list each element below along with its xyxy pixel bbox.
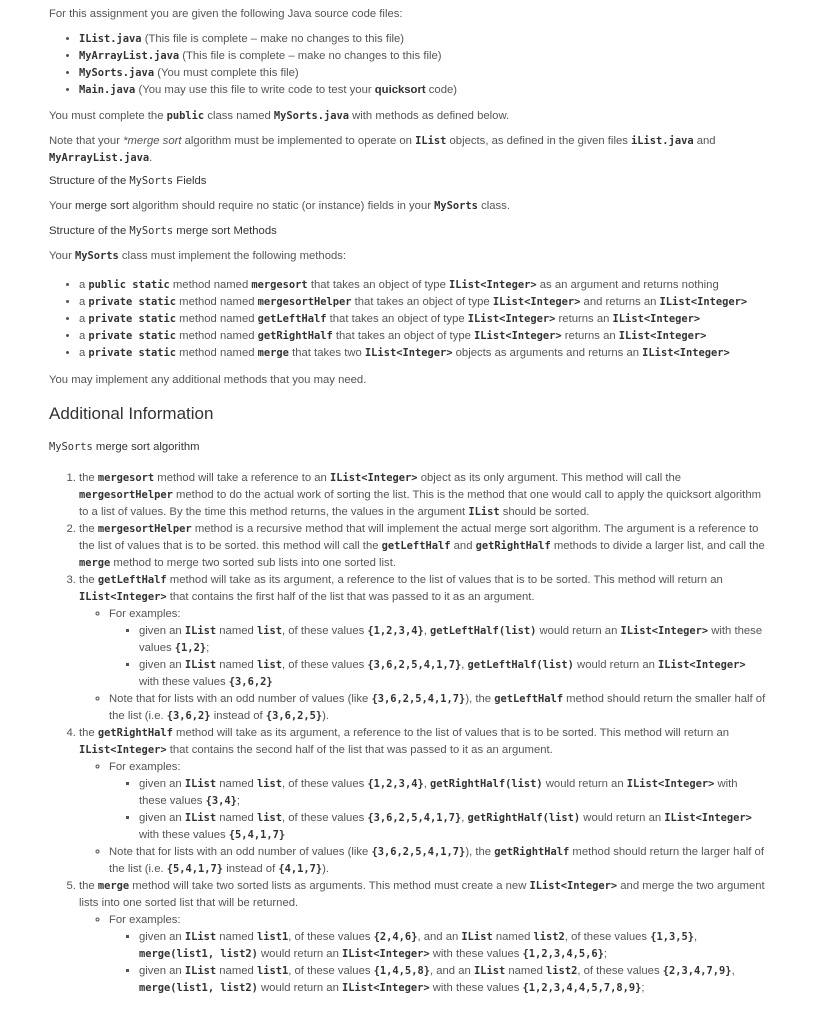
- fields-text: Your merge sort algorithm should require no static (or instance) fields in your MySorts class.: [49, 200, 510, 212]
- example-item: ▪ given an IList named list, of these values {3,6,2,5,4,1,7}, getLeftHalf(list) would return an IList<Integer> with these values {3,6,2}: [139, 657, 768, 691]
- fields-heading: Structure of the MySorts Fields: [49, 175, 207, 187]
- method-item: • a private static method named merge that takes two IList<Integer> objects as arguments and returns an IList<Integer>: [79, 345, 768, 362]
- examples-label: ◦ For examples: ▪ given an IList named list, of these values {1,2,3,4}, getLeftHalf(list) would return an IList<Integer> with these values {1,2}; ▪ given an IList named list, of these values {3,6,2,5,4,1,7}, getLeftHalf(list) would return an IList<Integer> with these values {3,6,2}: [109, 606, 768, 691]
- file-list: [49, 31, 768, 99]
- additional-methods-text: You may implement any additional methods that you may need.: [49, 374, 367, 386]
- step-item: 5. the merge method will take two sorted lists as arguments. This method must create a new IList<Integer> and merge the two argument lists into one sorted list that will be returned. ◦ For examples: ▪ given an IList named list1, of these values {2,4,6}, and an IList named list2, of these values {1,3,5}, merge(list1, list2) would return an IList<Integer> with these values {1,2,3,4,5,6}; ▪ given an IList named list1, of these values {1,4,5,8}, and an IList named list2, of these values {2,3,4,7,9}, merge(list1, list2) would return an IList<Integer> with these values {1,2,3,4,4,5,7,8,9};: [79, 878, 768, 997]
- method-item: • a private static method named getRightHalf that takes an object of type IList<Integer> returns an IList<Integer>: [79, 328, 768, 345]
- note-item: ◦ Note that for lists with an odd number of values (like {3,6,2,5,4,1,7}), the getLeftHalf method should return the smaller half of the list (i.e. {3,6,2} instead of {3,6,2,5}).: [109, 691, 768, 725]
- file-item: • IList.java (This file is complete – make no changes to this file): [79, 31, 768, 48]
- additional-info-heading: Additional Information: [49, 404, 214, 423]
- examples-label: ◦ For examples: ▪ given an IList named list1, of these values {2,4,6}, and an IList named list2, of these values {1,3,5}, merge(list1, list2) would return an IList<Integer> with these values {1,2,3,4,5,6}; ▪ given an IList named list1, of these values {1,4,5,8}, and an IList named list2, of these values {2,3,4,7,9}, merge(list1, list2) would return an IList<Integer> with these values {1,2,3,4,4,5,7,8,9};: [109, 912, 768, 997]
- complete-instruction: You must complete the public class named MySorts.java with methods as defined below.: [49, 110, 510, 122]
- step-item: 3. the getLeftHalf method will take as its argument, a reference to the list of values that is to be sorted. This method will return an IList<Integer> that contains the first half of the list that was passed to it as an argument. ◦ For examples: ▪ given an IList named list, of these values {1,2,3,4}, getLeftHalf(list) would return an IList<Integer> with these values {1,2}; ▪ given an IList named list, of these values {3,6,2,5,4,1,7}, getLeftHalf(list) would return an IList<Integer> with these values {3,6,2} ◦ Note that for lists with an odd number of values (like {3,6,2,5,4,1,7}), the getLeftHalf method should return the smaller half of the list (i.e. {3,6,2} instead of {3,6,2,5}).: [79, 572, 768, 725]
- implementation-note: Note that your *merge sort algorithm must be implemented to operate on IList objects, as defined in the given files iList.java and MyArrayList.java.: [49, 135, 716, 164]
- example-item: ▪ given an IList named list, of these values {1,2,3,4}, getRightHalf(list) would return an IList<Integer> with these values {3,4};: [139, 776, 768, 810]
- algorithm-steps: [49, 470, 768, 997]
- note-item: ◦ Note that for lists with an odd number of values (like {3,6,2,5,4,1,7}), the getRightHalf method should return the larger half of the list (i.e. {5,4,1,7} instead of {4,1,7}).: [109, 844, 768, 878]
- example-item: ▪ given an IList named list1, of these values {2,4,6}, and an IList named list2, of these values {1,3,5}, merge(list1, list2) would return an IList<Integer> with these values {1,2,3,4,5,6};: [139, 929, 768, 963]
- example-item: ▪ given an IList named list1, of these values {1,4,5,8}, and an IList named list2, of these values {2,3,4,7,9}, merge(list1, list2) would return an IList<Integer> with these values {1,2,3,4,4,5,7,8,9};: [139, 963, 768, 997]
- step-item: 4. the getRightHalf method will take as its argument, a reference to the list of values that is to be sorted. This method will return an IList<Integer> that contains the second half of the list that was passed to it as an argument. ◦ For examples: ▪ given an IList named list, of these values {1,2,3,4}, getRightHalf(list) would return an IList<Integer> with these values {3,4}; ▪ given an IList named list, of these values {3,6,2,5,4,1,7}, getRightHalf(list) would return an IList<Integer> with these values {5,4,1,7} ◦ Note that for lists with an odd number of values (like {3,6,2,5,4,1,7}), the getRightHalf method should return the larger half of the list (i.e. {5,4,1,7} instead of {4,1,7}).: [79, 725, 768, 878]
- methods-intro: Your MySorts class must implement the following methods:: [49, 250, 347, 262]
- step-item: 2. the mergesortHelper method is a recursive method that will implement the actual merge sort algorithm. The argument is a reference to the list of values that is to be sorted. this method will call the getLeftHalf and getRightHalf methods to divide a larger list, and call the merge method to merge two sorted sub lists into one sorted list.: [79, 521, 768, 572]
- algorithm-heading: MySorts merge sort algorithm: [49, 441, 200, 453]
- example-item: ▪ given an IList named list, of these values {1,2,3,4}, getLeftHalf(list) would return an IList<Integer> with these values {1,2};: [139, 623, 768, 657]
- method-item: • a private static method named mergesortHelper that takes an object of type IList<Integer> and returns an IList<Integer>: [79, 294, 768, 311]
- method-item: • a private static method named getLeftHalf that takes an object of type IList<Integer> returns an IList<Integer>: [79, 311, 768, 328]
- file-item: • MyArrayList.java (This file is complete – make no changes to this file): [79, 48, 768, 65]
- step-item: 1. the mergesort method will take a reference to an IList<Integer> object as its only argument. This method will call the mergesortHelper method to do the actual work of sorting the list. This is the method that one would call to apply the quicksort algorithm to a list of values. By the time this method returns, the values in the argument IList should be sorted.: [79, 470, 768, 521]
- file-item: • MySorts.java (You must complete this file): [79, 65, 768, 82]
- method-list: [49, 277, 768, 362]
- file-item: • Main.java (You may use this file to write code to test your quicksort code): [79, 82, 768, 99]
- method-item: • a public static method named mergesort that takes an object of type IList<Integer> as an argument and returns nothing: [79, 277, 768, 294]
- examples-label: ◦ For examples: ▪ given an IList named list, of these values {1,2,3,4}, getRightHalf(list) would return an IList<Integer> with these values {3,4}; ▪ given an IList named list, of these values {3,6,2,5,4,1,7}, getRightHalf(list) would return an IList<Integer> with these values {5,4,1,7}: [109, 759, 768, 844]
- methods-heading: Structure of the MySorts merge sort Methods: [49, 225, 277, 237]
- intro-text: For this assignment you are given the following Java source code files:: [49, 8, 403, 20]
- example-item: ▪ given an IList named list, of these values {3,6,2,5,4,1,7}, getRightHalf(list) would return an IList<Integer> with these values {5,4,1,7}: [139, 810, 768, 844]
